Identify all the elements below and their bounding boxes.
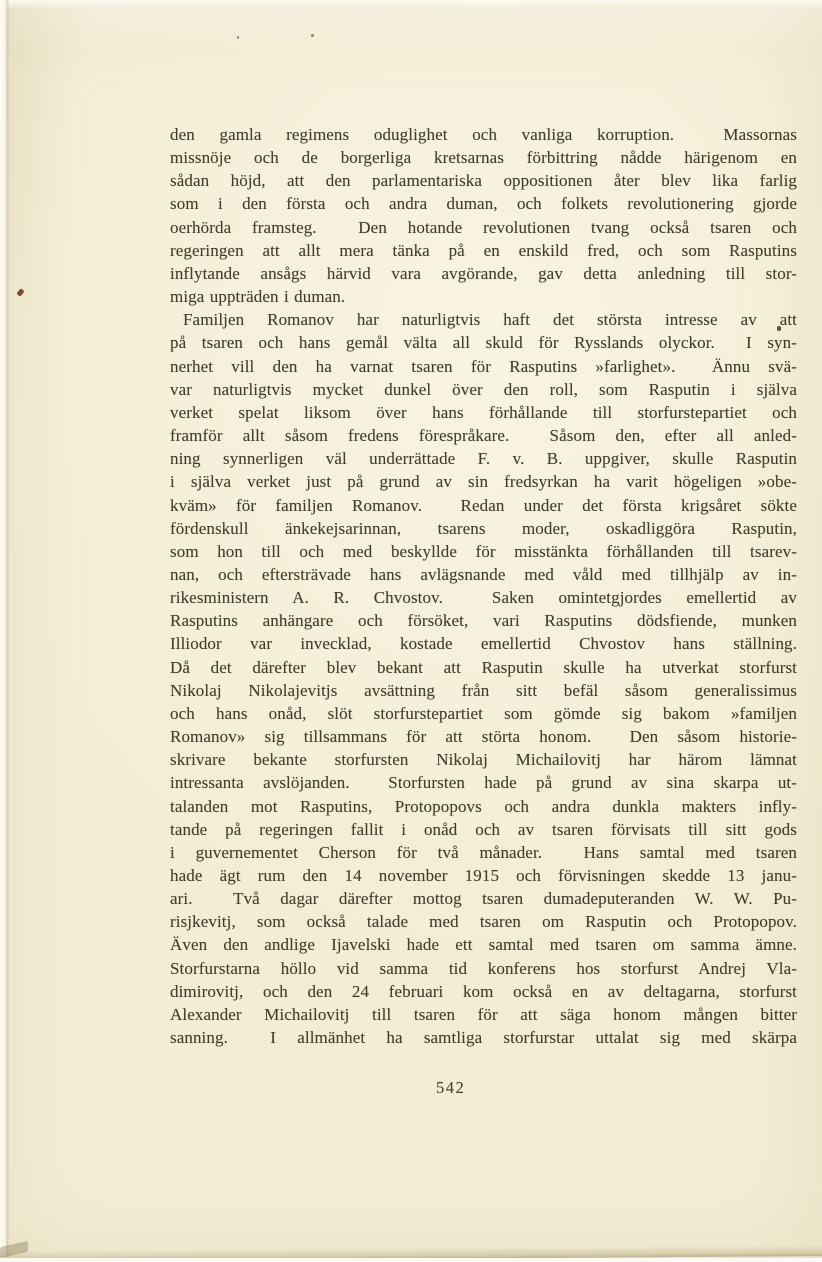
text-line: intressanta avslöjanden. Storfursten hade på grund av sina skarpa ut- xyxy=(170,773,797,793)
text-line: Nikolaj Nikolajevitjs avsättning från sitt befäl såsom generalissimus xyxy=(170,680,797,700)
text-line: kväm» för familjen Romanov. Redan under det första krigsåret sökte xyxy=(170,495,797,515)
text-line: oerhörda framsteg. Den hotande revolutionen tvang också tsaren och xyxy=(170,217,797,237)
text-line: på tsaren och hans gemål välta all skuld för Rysslands olyckor. I syn- xyxy=(170,333,797,353)
text-line: fördenskull änkekejsarinnan, tsarens moder, oskadliggöra Rasputin, xyxy=(170,518,797,538)
text-line: Familjen Romanov har naturligtvis haft det största intresse av att xyxy=(183,310,797,330)
text-line: Alexander Michailovitj till tsaren för att säga honom mången bitter xyxy=(170,1004,797,1024)
text-line: nan, och eftersträvade hans avlägsnande med våld med tillhjälp av in- xyxy=(170,564,797,584)
page-left-edge xyxy=(0,0,9,1262)
ink-speck xyxy=(311,34,314,37)
text-line: rikesministern A. R. Chvostov. Saken omintetgjordes emellertid av xyxy=(170,588,797,608)
text-line: verket spelat liksom över hans förhållande till storfurstepartiet och xyxy=(170,402,797,422)
page-number: 542 xyxy=(436,1078,466,1097)
text-line: Illiodor var invecklad, kostade emellertid Chvostov hans ställning. xyxy=(170,634,797,654)
text-line: Storfurstarna höllo vid samma tid konferens hos storfurst Andrej Vla- xyxy=(170,958,797,978)
page-top-edge xyxy=(0,0,822,9)
text-line: framför allt såsom fredens förespråkare. Såsom den, efter all anled- xyxy=(170,426,797,446)
text-line: talanden mot Rasputins, Protopopovs och andra dunkla makters infly- xyxy=(170,796,797,816)
paragraph xyxy=(170,308,797,1049)
text-line: inflytande ansågs härvid vara avgörande, gav detta anledning till stor- xyxy=(170,263,797,283)
text-line: som hon till och med beskyllde för misstänkta förhållanden till tsarev- xyxy=(170,541,797,561)
text-line: ari. Två dagar därefter mottog tsaren dumadeputeranden W. W. Pu- xyxy=(170,889,797,909)
ink-speck xyxy=(237,36,239,39)
text-line: sanning. I allmänhet ha samtliga storfurstar uttalat sig med skärpa xyxy=(170,1028,797,1048)
text-line: regeringen att allt mera tänka på en enskild fred, och som Rasputins xyxy=(170,240,797,260)
text-line: hade ägt rum den 14 november 1915 och förvisningen skedde 13 janu- xyxy=(170,866,797,885)
text-line: Även den andlige Ijavelski hade ett samtal med tsaren om samma ämne. xyxy=(170,935,797,955)
text-line: var naturligtvis mycket dunkel över den roll, som Rasputin i själva xyxy=(170,379,797,399)
text-line: i själva verket just på grund av sin fredsyrkan ha varit högeligen »obe- xyxy=(170,472,797,492)
text-line: miga uppträden i duman. xyxy=(170,287,346,307)
text-line: risjkevitj, som också talade med tsaren om Rasputin och Protopopov. xyxy=(170,912,797,932)
body-text-block xyxy=(170,123,797,1049)
text-line: missnöje och de borgerliga kretsarnas förbittring nådde härigenom en xyxy=(170,148,797,168)
text-line: den gamla regimens oduglighet och vanliga korruption. Massornas xyxy=(170,125,797,144)
text-line: skrivare bekante storfursten Nikolaj Michailovitj har härom lämnat xyxy=(170,750,797,770)
text-line: dimirovitj, och den 24 februari kom också en av deltagarna, storfurst xyxy=(170,981,797,1001)
page-bottom-edge xyxy=(0,1242,822,1262)
text-line: ning synnerligen väl underrättade F. v. B. uppgiver, skulle Rasputin xyxy=(170,449,797,469)
text-line: i guvernementet Cherson för två månader. Hans samtal med tsaren xyxy=(170,842,797,862)
text-line: tande på regeringen fallit i onåd och av tsaren förvisats till sitt gods xyxy=(170,819,797,839)
text-line: Då det därefter blev bekant att Rasputin skulle ha utverkat storfurst xyxy=(170,657,797,677)
text-line: och hans onåd, slöt storfurstepartiet som gömde sig bakom »familjen xyxy=(170,703,797,723)
paragraph xyxy=(170,123,797,308)
text-line: sådan höjd, att den parlamentariska oppositionen åter blev lika farlig xyxy=(170,171,797,191)
text-line: nerhet vill den ha varnat tsaren för Rasputins »farlighet». Ännu svä- xyxy=(170,356,797,376)
text-line: som i den första och andra duman, och folkets revolutionering gjorde xyxy=(170,194,797,214)
text-line: Rasputins anhängare och försöket, vari Rasputins dödsfiende, munken xyxy=(170,611,797,631)
page-bottom-white-strip xyxy=(0,1258,822,1262)
text-line: Romanov» sig tillsammans för att störta honom. Den såsom historie- xyxy=(170,727,797,747)
ink-speck xyxy=(16,288,24,297)
